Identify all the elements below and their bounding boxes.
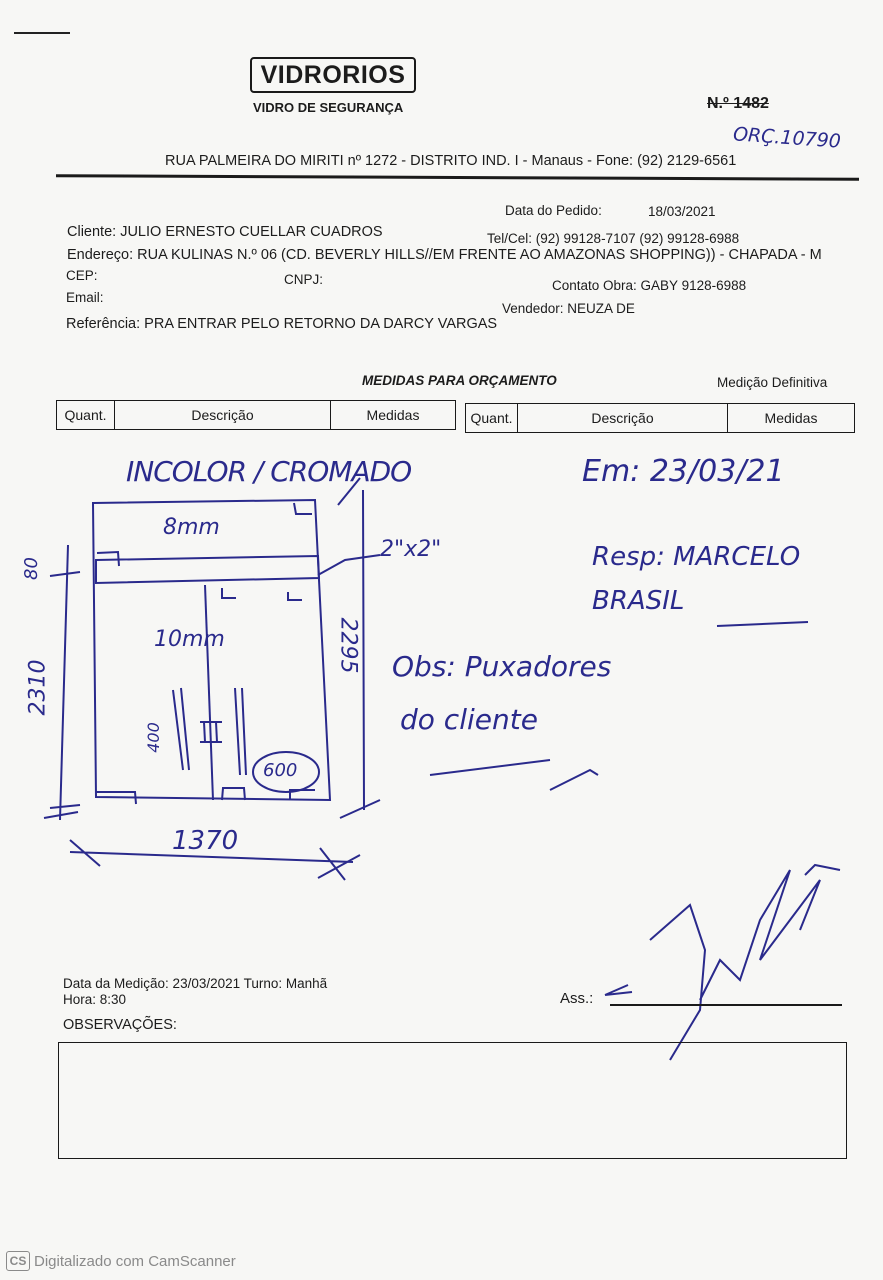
measurement-date: Data da Medição: 23/03/2021 Turno: Manhã: [63, 976, 328, 991]
client-phone: Tel/Cel: (92) 99128-7107 (92) 99128-6988: [487, 231, 740, 246]
signature-label: Ass.:: [560, 990, 594, 1007]
site-contact: Contato Obra: GABY 9128-6988: [552, 278, 747, 293]
sketch-height-right: 2295: [335, 617, 361, 674]
measures-table-right: [465, 403, 855, 433]
measurement-time: Hora: 8:30: [63, 992, 127, 1007]
note-obs-2: do cliente: [400, 703, 538, 736]
sketch-side-small: 80: [20, 557, 42, 580]
sketch-profile: 2"x2": [380, 537, 442, 562]
sketch-handle-size: 400: [143, 722, 163, 753]
signature-line: [610, 1004, 842, 1006]
sketch-height-left: 2310: [25, 659, 51, 716]
col-descricao: Descrição: [115, 401, 331, 429]
col-medidas: Medidas: [764, 410, 818, 426]
note-obs-1: Obs: Puxadores: [392, 650, 612, 683]
scanner-text: Digitalizado com CamScanner: [34, 1252, 236, 1270]
scanner-watermark: [6, 1251, 236, 1271]
client-email: Email:: [66, 290, 104, 305]
reference: Referência: PRA ENTRAR PELO RETORNO DA DARCY VARGAS: [66, 316, 498, 332]
col-quant: Quant.: [466, 404, 518, 432]
header-divider: [56, 174, 859, 181]
company-tagline: VIDRO DE SEGURANÇA: [253, 100, 404, 115]
salesperson: Vendedor: NEUZA DE: [502, 301, 635, 316]
client-address: Endereço: RUA KULINAS N.º 06 (CD. BEVERLY HILLS//EM FRENTE AO AMAZONAS SHOPPING)) - CHAPADA - M: [67, 247, 822, 263]
order-date-label: Data do Pedido:: [505, 203, 602, 218]
col-medidas: Medidas: [366, 407, 420, 423]
sketch-door-size: 600: [263, 760, 298, 781]
camscanner-icon: CS: [6, 1251, 30, 1271]
measures-table-left: [56, 400, 456, 430]
sketch-top-thickness: 8mm: [163, 515, 220, 540]
company-logo: VIDRORIOS: [250, 57, 416, 93]
note-responsible: Resp: MARCELO BRASIL: [592, 542, 801, 616]
sketch-glass-thickness: 10mm: [154, 627, 225, 652]
col-quant: Quant.: [57, 401, 115, 429]
sketch-title: INCOLOR / CROMADO: [126, 455, 412, 488]
sketch-width: 1370: [172, 826, 239, 856]
measures-title: MEDIDAS PARA ORÇAMENTO: [362, 373, 557, 388]
observations-box[interactable]: [58, 1042, 847, 1159]
client-cep: CEP:: [66, 268, 98, 283]
col-descricao: Descrição: [518, 404, 728, 432]
observations-label: OBSERVAÇÕES:: [63, 1017, 177, 1033]
company-address: RUA PALMEIRA DO MIRITI nº 1272 - DISTRITO IND. I - Manaus - Fone: (92) 2129-6561: [165, 153, 737, 169]
client-name: Cliente: JULIO ERNESTO CUELLAR CUADROS: [67, 224, 383, 240]
order-date: 18/03/2021: [648, 204, 716, 219]
note-date: Em: 23/03/21: [582, 454, 785, 489]
client-cnpj: CNPJ:: [284, 272, 324, 287]
handwritten-quote-number: ORÇ.10790: [732, 123, 842, 153]
measures-mode: Medição Definitiva: [717, 375, 828, 390]
corner-mark: [14, 32, 70, 34]
order-number-crossed: N.º 1482: [707, 95, 769, 112]
